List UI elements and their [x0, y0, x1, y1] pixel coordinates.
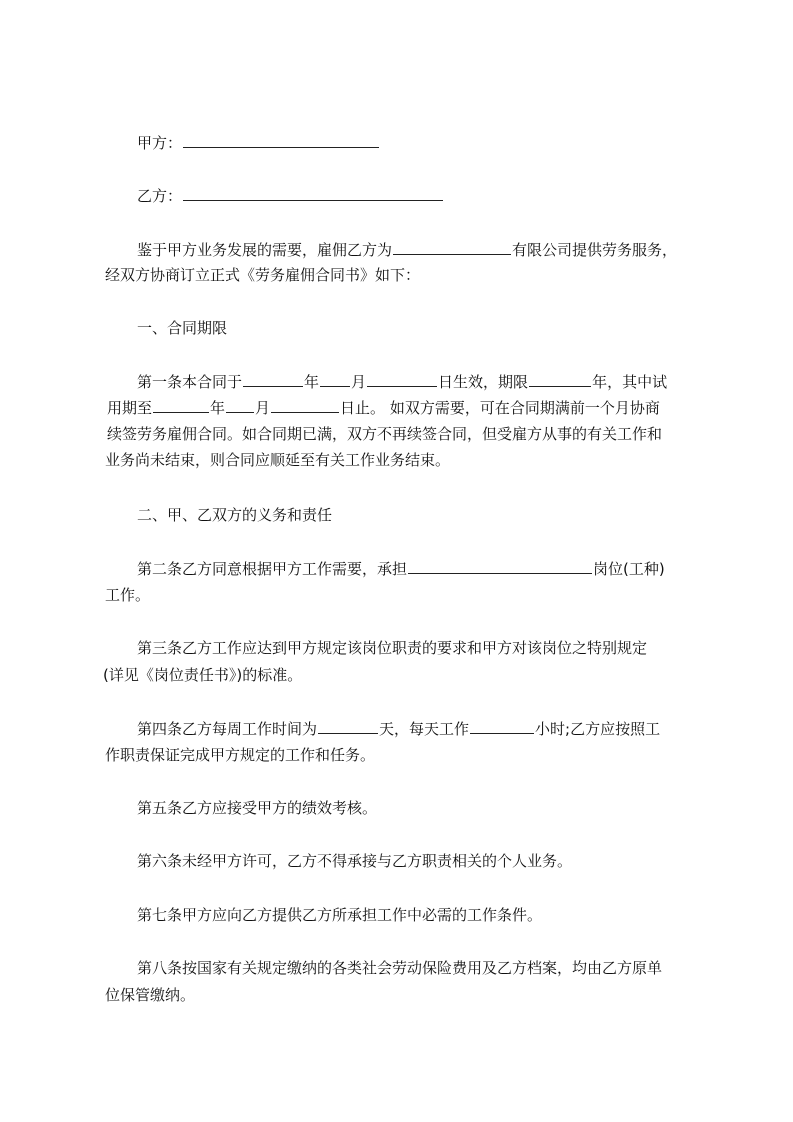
section-1-title: 一、合同期限 [137, 319, 228, 337]
art8-line-2: 位保管缴纳。 [105, 986, 196, 1004]
party-b-line [137, 185, 444, 206]
art1-line-2 [107, 397, 660, 418]
position-blank[interactable] [408, 558, 592, 574]
art7-line: 第七条甲方应向乙方提供乙方所承担工作中必需的工作条件。 [137, 906, 543, 924]
start-day-blank[interactable] [367, 371, 437, 387]
intro-text-2: 有限公司提供劳务服务， [512, 241, 678, 259]
art5-line: 第五条乙方应接受甲方的绩效考核。 [137, 799, 378, 817]
intro-text-1: 鉴于甲方业务发展的需要，雇佣乙方为 [137, 241, 393, 259]
work-days-blank[interactable] [318, 718, 378, 734]
art3-line-1: 第三条乙方工作应达到甲方规定该岗位职责的要求和甲方对该岗位之特别规定 [137, 639, 648, 657]
art4-text-a: 第四条乙方每周工作时间为 [137, 720, 318, 738]
start-year-blank[interactable] [243, 371, 303, 387]
start-month-blank[interactable] [320, 371, 350, 387]
art1-text-a: 第一条本合同于 [137, 373, 243, 391]
art1-text-i: 日止。 如双方需要，可在合同期满前一个月协商 [340, 399, 660, 417]
art4-line-2: 作职责保证完成甲方规定的工作和任务。 [105, 746, 376, 764]
art6-line: 第六条未经甲方许可，乙方不得承接与乙方职责相关的个人业务。 [137, 852, 573, 870]
trial-month-blank[interactable] [226, 397, 254, 413]
art2-text-b: 岗位(工种) [593, 560, 665, 578]
party-a-blank[interactable] [183, 132, 379, 148]
intro-line-2 [105, 265, 420, 285]
art1-line-3: 续签劳务雇佣合同。如合同期已满，双方不再续签合同，但受雇方从事的有关工作和 [107, 425, 663, 443]
art1-line-4: 业务尚未结束，则合同应顺延至有关工作业务结束。 [105, 451, 451, 469]
party-b-label: 乙方： [137, 187, 183, 205]
art4-text-b: 天，每天工作 [379, 720, 470, 738]
art3-line-2: (详见《岗位责任书》)的标准。 [103, 666, 303, 684]
art2-line-1 [137, 558, 665, 579]
art1-line-1 [137, 371, 667, 392]
art4-text-c: 小时;乙方应按照工 [535, 720, 661, 738]
art1-text-b: 年 [304, 373, 320, 391]
intro-text-3: 经双方协商订立正式《劳务雇佣合同书》如下： [105, 266, 421, 284]
intro-line-1 [137, 239, 677, 260]
art1-text-h: 月 [255, 399, 271, 417]
party-a-label: 甲方： [137, 134, 183, 152]
art1-text-e: 年，其中试 [592, 373, 668, 391]
art1-text-d: 日生效，期限 [438, 373, 529, 391]
trial-year-blank[interactable] [153, 397, 209, 413]
art1-text-c: 月 [351, 373, 367, 391]
art2-line-2: 工作。 [105, 586, 151, 604]
art4-line-1 [137, 718, 660, 739]
trial-day-blank[interactable] [271, 397, 339, 413]
art1-text-g: 年 [210, 399, 226, 417]
section-2-title: 二、甲、乙双方的义务和责任 [137, 506, 333, 524]
art1-text-f: 用期至 [107, 399, 153, 417]
party-b-blank[interactable] [183, 185, 443, 201]
term-years-blank[interactable] [529, 371, 591, 387]
art8-line-1: 第八条按国家有关规定缴纳的各类社会劳动保险费用及乙方档案，均由乙方原单 [137, 959, 663, 977]
work-hours-blank[interactable] [470, 718, 534, 734]
company-blank[interactable] [393, 239, 511, 255]
party-a-line [137, 132, 380, 153]
art2-text-a: 第二条乙方同意根据甲方工作需要，承担 [137, 560, 408, 578]
